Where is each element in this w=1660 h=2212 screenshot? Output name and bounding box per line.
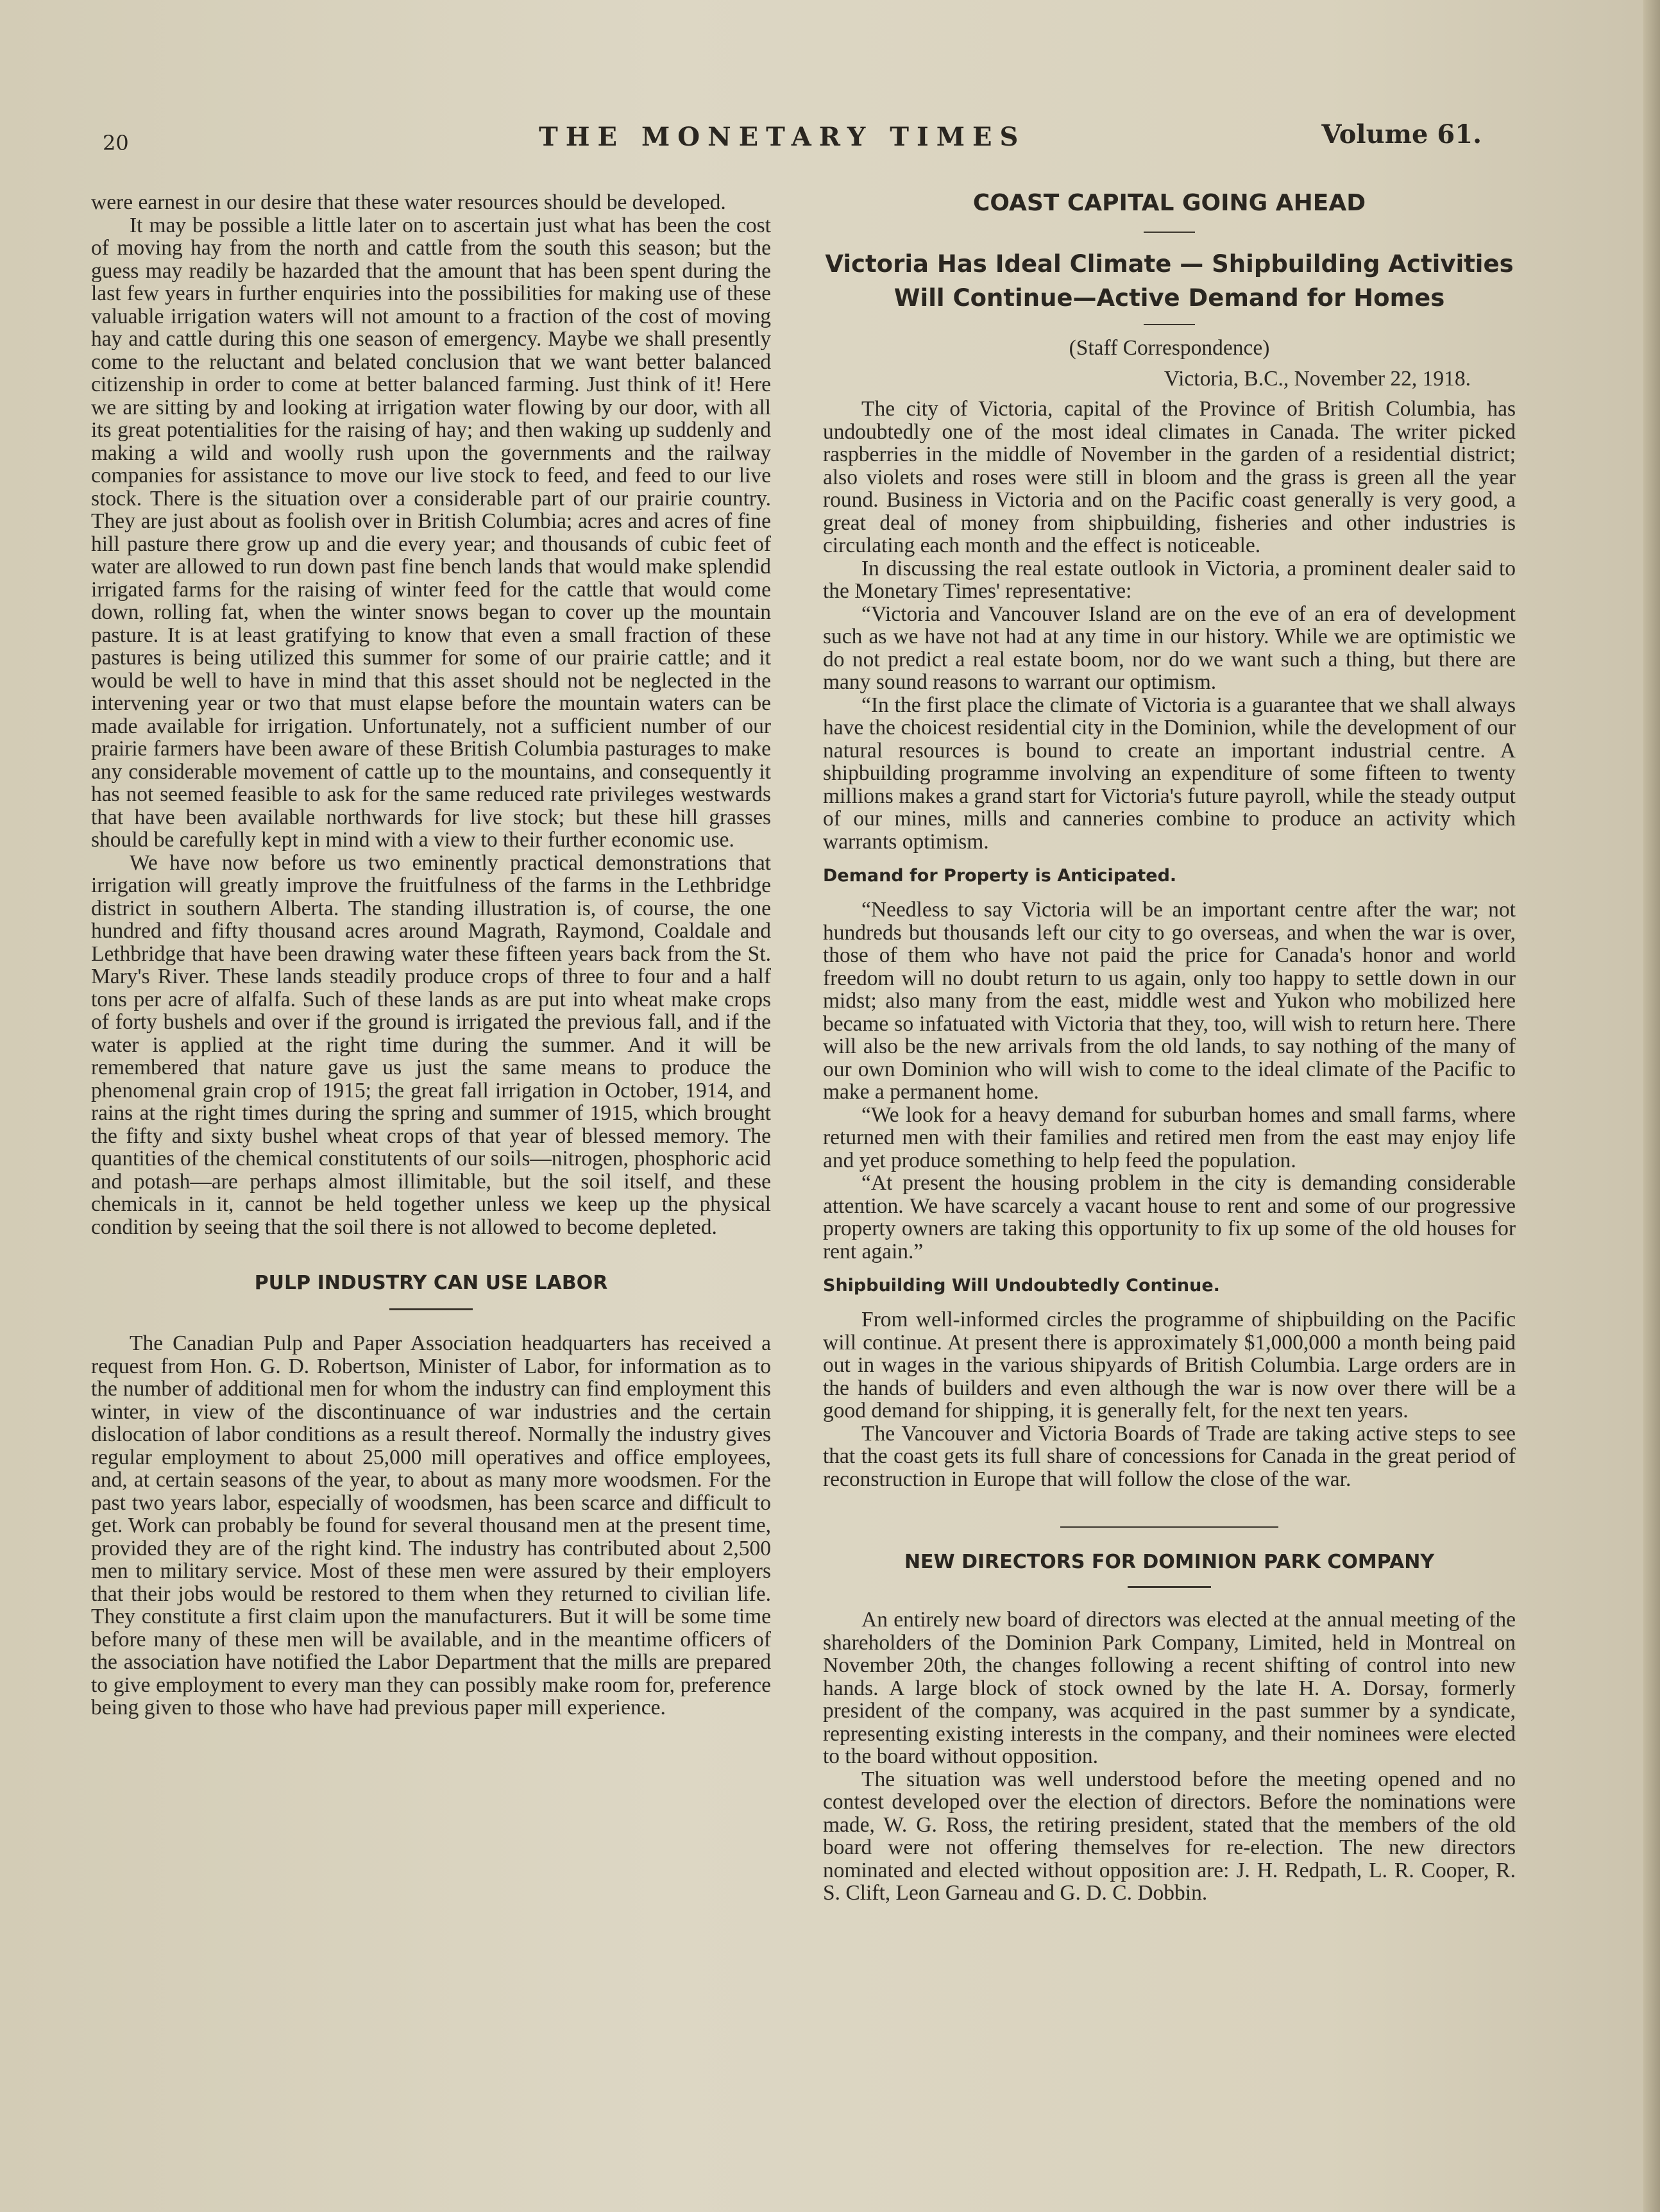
paragraph: In discussing the real estate outlook in Victoria, a prominent dealer said to the Monetary Times' representative: [823, 556, 1516, 603]
subhead-demand: Demand for Property is Anticipated. [823, 866, 1177, 886]
paragraph: The situation was well understood before the meeting opened and no contest developed over the election of directors. Before the nominations were made, W. G. Ross, the retiring president, stated that the members of the old board were not offering themselves for re-election. The new directors nominated and elected without opposition are: J. H. Redpath, L. R. Cooper, R. S. Clift, Leon Garneau and G. D. C. Dobbin. [823, 1767, 1516, 1905]
paragraph: were earnest in our desire that these water resources should be developed. [91, 190, 726, 214]
right-column [823, 190, 1516, 1905]
page-header [103, 117, 1482, 155]
heading-rule [1128, 1586, 1211, 1588]
paragraph: The Canadian Pulp and Paper Association headquarters has received a request from Hon. G. D. Robertson, Minister of Labor, for information as to the number of additional men for whom the industry can find employment this winter, in view of the discontinuance of war industries and the certain dislocation of labor conditions as a result thereof. Normally the industry gives regular employment to about 25,000 mill operatives and office employees, and, at certain seasons of the year, to about as many more woodsmen. For the past two years labor, especially of woodsmen, has been scarce and difficult to get. Work can probably be found for several thousand men at the present time, provided they are of the right kind. The industry has contributed about 2,500 men to military service. Most of these men were assured by their employers that their jobs would be restored to them when they returned to civilian life. They constitute a first claim upon the manufacturers. But it will be some time before many of these men will be available, and in the meantime officers of the association have notified the Labor Department that the mills are prepared to give employment to every man they can possibly make room for, preference being given to those who have had previous paper mill experience. [91, 1331, 771, 1719]
byline: (Staff Correspondence) [1069, 336, 1270, 360]
article-heading-pulp: PULP INDUSTRY CAN USE LABOR [254, 1272, 608, 1294]
heading-rule [389, 1308, 473, 1310]
paragraph: “Victoria and Vancouver Island are on the eve of an era of development such as we have not had at any time in our history. While we are optimistic we do not predict a real estate boom, nor do we want such a thing, but there are many sound reasons to warrant our optimism. [823, 602, 1516, 694]
paragraph: The city of Victoria, capital of the Province of British Columbia, has undoubtedly one of the most ideal climates in Canada. The writer picked raspberries in the middle of November in the garden of a residential district; also violets and roses were still in bloom and the grass is green all the year round. Business in Victoria and on the Pacific coast generally is very good, a great deal of money from shipbuilding, fisheries and other industries is circulating each month and the effect is noticeable. [823, 397, 1516, 557]
article-subheading-line1: Victoria Has Ideal Climate — Shipbuilding Activities [825, 250, 1514, 278]
section-divider [1060, 1526, 1278, 1528]
volume-label: Volume 61. [1321, 119, 1482, 149]
paragraph: It may be possible a little later on to ascertain just what has been the cost of moving hay from the north and cattle from the south this season; but the guess may readily be hazarded that the amount that has been spent during the last few years in further enquiries into the possibilities for making use of these valuable irrigation waters will not amount to a fraction of the cost of moving hay and cattle during this one season of emergency. Maybe we shall presently come to the reluctant and belated conclusion that we want better balanced citizenship in order to come at better balanced farming. Just think of it! Here we are sitting by and looking at irrigation water flowing by our door, with all its great potentialities for the raising of hay; and then waking up suddenly and making a wild and woolly rush upon the governments and the railway companies for assistance to move our live stock to feed, and feed to our live stock. There is the situation over a considerable part of our prairie country. They are just about as foolish over in British Columbia; acres and acres of fine hill pasture there grow up and die every year; and thousands of cubic feet of water are allowed to run down past fine bench lands that would make splendid irrigated farms for the raising of winter feed for the cattle that would come down, rolling fat, when the winter snows began to cover up the mountain pasture. It is at least gratifying to know that even a small fraction of these pastures is being utilized this summer for some of our prairie cattle; and it would be well to have in mind that this asset should not be neglected in the intervening year or two that must elapse before the mountain waters can be made available for irrigation. Unfortunately, not a sufficient number of our prairie farmers have been aware of these British Columbia pasturages to make any considerable movement of cattle up to the mountains, and consequently it has not seemed feasible to ask for the same reduced rate privileges westwards that have been available northwards for live stock; but these hill grasses should be carefully kept in mind with a view to their further economic use. [91, 213, 771, 852]
article-heading-coast: COAST CAPITAL GOING AHEAD [972, 190, 1366, 216]
paragraph: “We look for a heavy demand for suburban homes and small farms, where returned men with their families and retired men from the east may enjoy life and yet produce something to help feed the population. [823, 1102, 1516, 1172]
left-column [91, 191, 771, 1719]
paragraph: An entirely new board of directors was elected at the annual meeting of the shareholders of the Dominion Park Company, Limited, held in Montreal on November 20th, the changes following a recent shifting of control into new hands. A large block of stock owned by the late H. A. Dorsay, formerly president of the company, was acquired in the past summer by a syndicate, representing existing interests in the company, and their nominees were elected to the board without opposition. [823, 1608, 1516, 1768]
heading-rule [1144, 232, 1195, 233]
dateline: Victoria, B.C., November 22, 1918. [1164, 366, 1471, 391]
paragraph: “In the first place the climate of Victoria is a guarantee that we shall always have the choicest residential city in the Dominion, while the development of our natural resources is bound to create an important industrial centre. A shipbuilding programme involving an expenditure of some fifteen to twenty millions makes a grand start for Victoria's future payroll, while the steady output of our mines, mills and canneries combine to produce an activity which warrants optimism. [823, 693, 1516, 854]
heading-rule [1144, 324, 1195, 325]
paragraph: From well-informed circles the programme of shipbuilding on the Pacific will continue. At present there is approximately $1,000,000 a month being paid out in wages in the various shipyards of British Columbia. Large orders are in the hands of builders and even although the war is now over there will be a good demand for shipping, it is generally felt, for the next ten years. [823, 1308, 1516, 1423]
page-edge-shadow [1643, 0, 1660, 2212]
page-number: 20 [103, 131, 129, 155]
paragraph: “At present the housing problem in the city is demanding considerable attention. We have scarcely a vacant house to rent and some of our progressive property owners are taking this opportunity to fix up some of the old houses for rent again.” [823, 1171, 1516, 1263]
paragraph: We have now before us two eminently practical demonstrations that irrigation will greatly improve the fruitfulness of the farms in the Lethbridge district in southern Alberta. The standing illustration is, of course, the one hundred and fifty thousand acres around Magrath, Raymond, Coaldale and Lethbridge that have been drawing water these fifteen years back from the St. Mary's River. These lands steadily produce crops of three to four and a half tons per acre of alfalfa. Such of these lands as are put into wheat make crops of forty bushels and over if the ground is irrigated the previous fall, and if the water is applied at the right time during the summer. And it will be remembered that nature gave us just the same means to produce the phenomenal grain crop of 1915; the great fall irrigation in October, 1914, and rains at the right times during the spring and summer of 1915, which brought the fifty and sixty bushel wheat crops of that year of blessed memory. The quantities of the chemical constitutents of our soils—nitrogen, phosphoric acid and potash—are perhaps almost illimitable, but the soil itself, and these chemicals in it, cannot be held together unless we keep up the physical condition by seeing that the soil there is not allowed to become depleted. [91, 850, 771, 1239]
subhead-shipbuilding: Shipbuilding Will Undoubtedly Continue. [823, 1276, 1220, 1296]
paragraph: “Needless to say Victoria will be an important centre after the war; not hundreds but thousands left our city to go overseas, and when the war is over, those of them who have not paid the price for Canada's honor and world freedom will no doubt return to us again, only too happy to settle down in our midst; also many from the east, middle west and Yukon who mobilized here became so infatuated with Victoria that they, too, will wish to return here. There will also be the new arrivals from the old lands, to say nothing of the many of our own Dominion who will wish to come to the ideal climate of the Pacific to make a permanent home. [823, 898, 1516, 1104]
article-subheading-line2: Will Continue—Active Demand for Homes [894, 284, 1445, 312]
article-heading-dominion: NEW DIRECTORS FOR DOMINION PARK COMPANY [904, 1551, 1435, 1573]
journal-title: THE MONETARY TIMES [539, 122, 1026, 152]
paragraph: The Vancouver and Victoria Boards of Trade are taking active steps to see that the coast gets its full share of concessions for Canada in the great period of reconstruction in Europe that will follow the close of the war. [823, 1421, 1516, 1491]
